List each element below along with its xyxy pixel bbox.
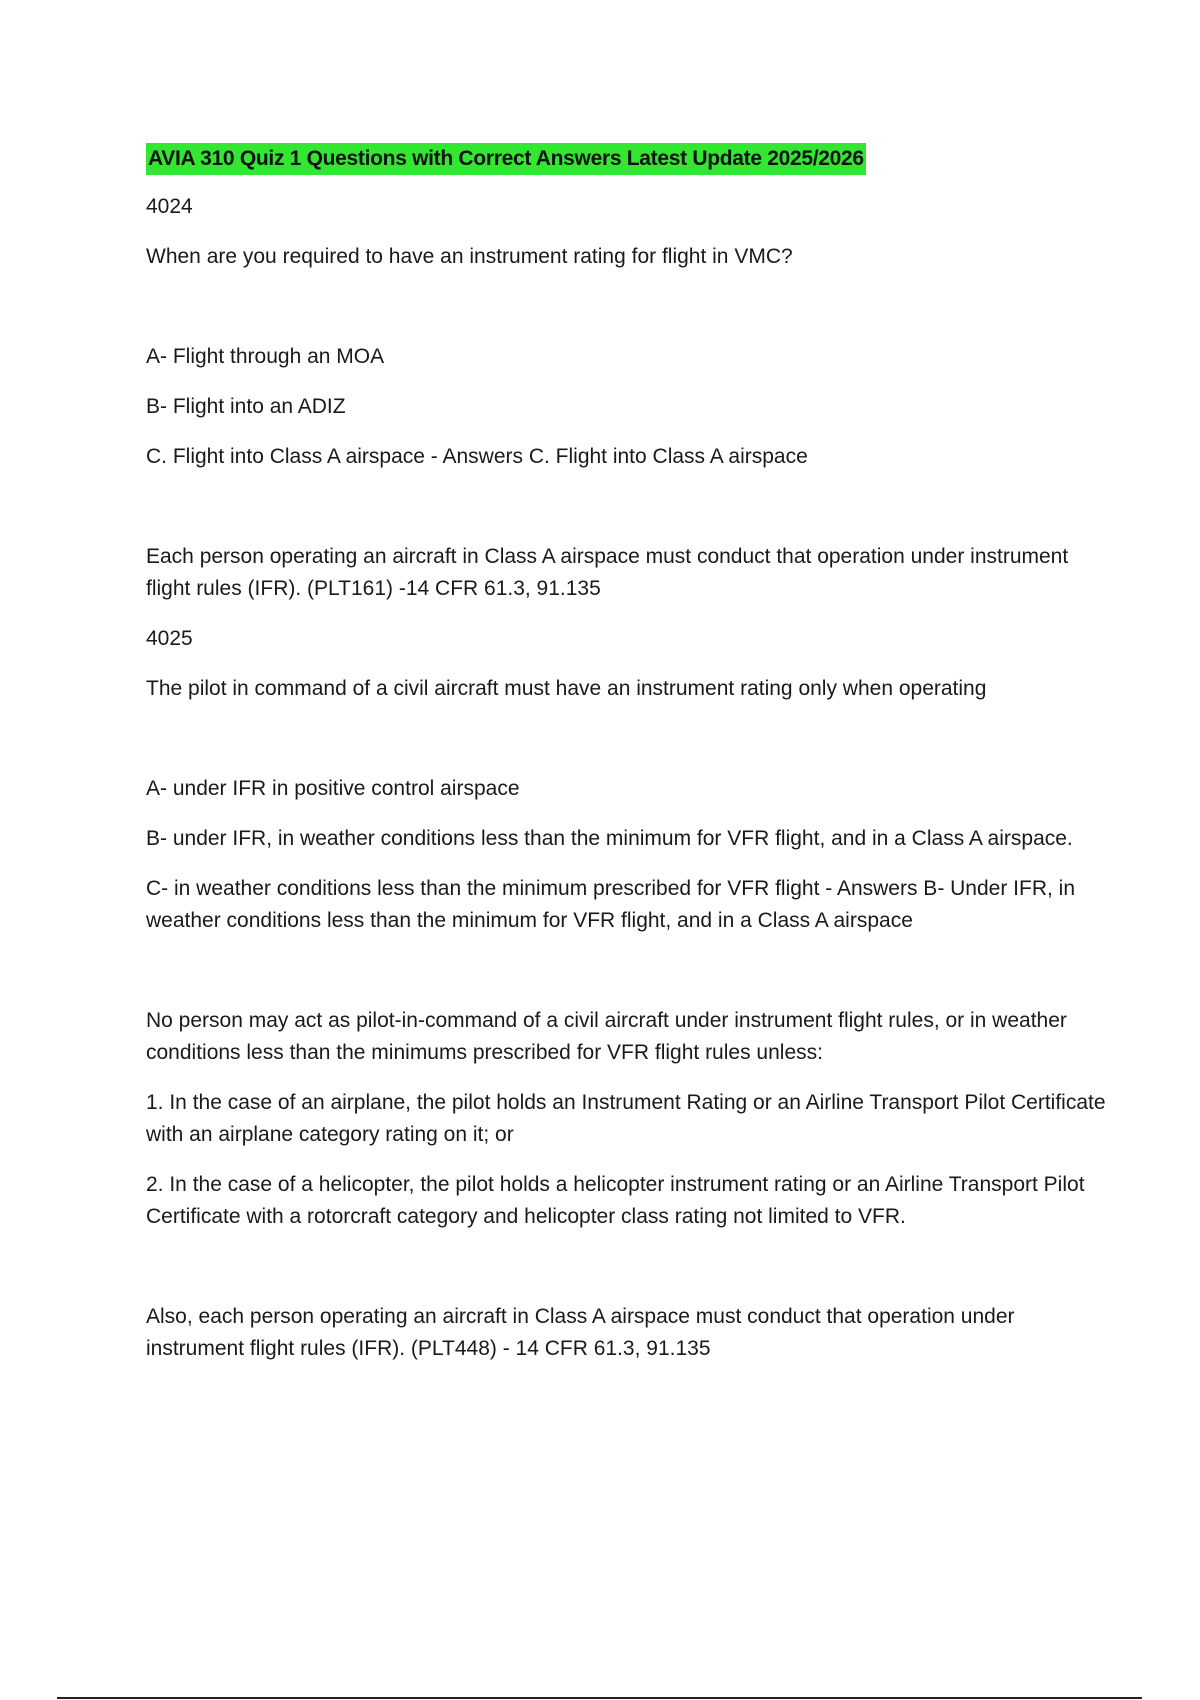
- question-2-option-a: A- under IFR in positive control airspace: [146, 777, 520, 800]
- spacer: [146, 723, 1106, 773]
- question-1-option-c-answer: C. Flight into Class A airspace - Answers C. Flight into Class A airspace: [146, 445, 808, 468]
- question-2-explanation-closing: Also, each person operating an aircraft in Class A airspace must conduct that operation under instrument flight rules (IFR). (PLT448) - 14 CFR 61.3, 91.135: [146, 1305, 1015, 1360]
- question-1-explanation: Each person operating an aircraft in Class A airspace must conduct that operation under instrument flight rules (IFR). (PLT161) -14 CFR 61.3, 91.135: [146, 545, 1069, 600]
- question-2-explanation-intro: No person may act as pilot-in-command of a civil aircraft under instrument flight rules, or in weather conditions less than the minimums prescribed for VFR flight rules unless:: [146, 1009, 1067, 1064]
- question-2-explanation-point-1: 1. In the case of an airplane, the pilot holds an Instrument Rating or an Airline Transport Pilot Certificate with an airplane category rating on it; or: [146, 1091, 1106, 1146]
- question-1-number: 4024: [146, 195, 193, 218]
- spacer: [146, 491, 1106, 541]
- question-1-text: When are you required to have an instrument rating for flight in VMC?: [146, 245, 793, 268]
- question-1-option-a: A- Flight through an MOA: [146, 345, 385, 368]
- footer-rule: [57, 1697, 1142, 1699]
- document-title: AVIA 310 Quiz 1 Questions with Correct Answers Latest Update 2025/2026: [146, 143, 866, 175]
- question-2-explanation-point-2: 2. In the case of a helicopter, the pilot holds a helicopter instrument rating or an Airline Transport Pilot Certificate with a rotorcraft category and helicopter class rating not limited to VFR.: [146, 1173, 1085, 1228]
- spacer: [146, 291, 1106, 341]
- question-2-text: The pilot in command of a civil aircraft must have an instrument rating only when operating: [146, 677, 987, 700]
- document-page: [146, 143, 1106, 1383]
- question-2-number: 4025: [146, 627, 193, 650]
- question-2-option-b: B- under IFR, in weather conditions less than the minimum for VFR flight, and in a Class A airspace.: [146, 827, 1073, 850]
- spacer: [146, 955, 1106, 1005]
- question-2-option-c-answer: C- in weather conditions less than the minimum prescribed for VFR flight - Answers B- Under IFR, in weather conditions less than the minimum for VFR flight, and in a Class A airspace: [146, 877, 1076, 932]
- question-1-option-b: B- Flight into an ADIZ: [146, 395, 346, 418]
- spacer: [146, 1251, 1106, 1301]
